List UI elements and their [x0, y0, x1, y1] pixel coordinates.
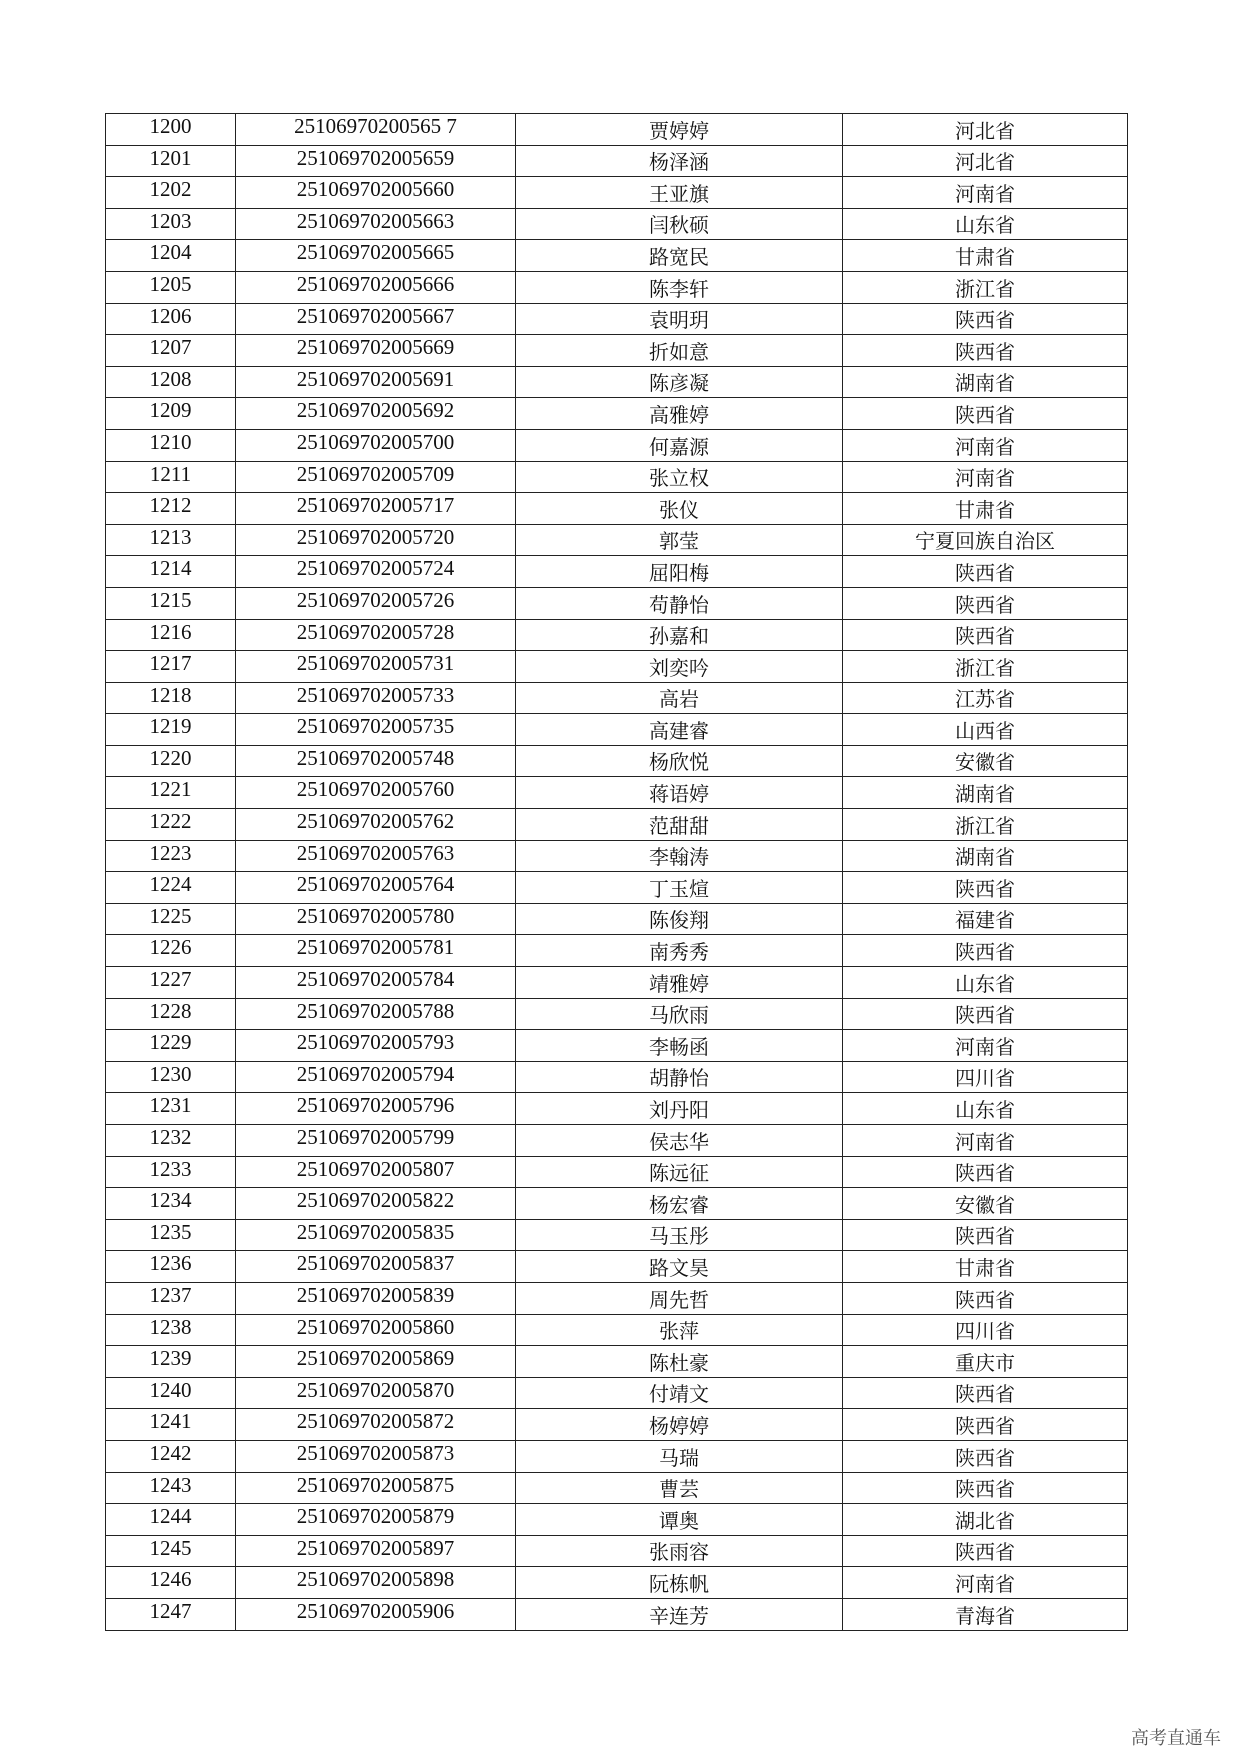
exam-number-cell: 251069702005794 — [236, 1061, 516, 1093]
row-index-cell: 1242 — [106, 1440, 236, 1472]
exam-number-cell: 251069702005906 — [236, 1598, 516, 1630]
student-name-cell: 李翰涛 — [516, 840, 843, 872]
province-cell: 陕西省 — [843, 1472, 1128, 1504]
student-name-cell: 付靖文 — [516, 1377, 843, 1409]
table-row — [106, 1567, 1128, 1599]
table-row — [106, 840, 1128, 872]
row-index-cell: 1241 — [106, 1409, 236, 1441]
table-row — [106, 1125, 1128, 1157]
table-row — [106, 271, 1128, 303]
exam-number-cell: 251069702005735 — [236, 714, 516, 746]
row-index-cell: 1210 — [106, 429, 236, 461]
exam-number-cell: 251069702005875 — [236, 1472, 516, 1504]
table-row — [106, 493, 1128, 525]
row-index-cell: 1230 — [106, 1061, 236, 1093]
row-index-cell: 1207 — [106, 335, 236, 367]
student-name-cell: 折如意 — [516, 335, 843, 367]
exam-number-cell: 251069702005763 — [236, 840, 516, 872]
row-index-cell: 1244 — [106, 1504, 236, 1536]
province-cell: 河南省 — [843, 429, 1128, 461]
exam-number-cell: 251069702005796 — [236, 1093, 516, 1125]
student-name-cell: 阮栋帆 — [516, 1567, 843, 1599]
exam-number-cell: 251069702005660 — [236, 177, 516, 209]
student-name-cell: 靖雅婷 — [516, 967, 843, 999]
row-index-cell: 1232 — [106, 1125, 236, 1157]
student-name-cell: 高雅婷 — [516, 398, 843, 430]
province-cell: 福建省 — [843, 903, 1128, 935]
table-row — [106, 1030, 1128, 1062]
province-cell: 河南省 — [843, 1030, 1128, 1062]
student-name-cell: 辛连芳 — [516, 1598, 843, 1630]
table-row — [106, 1314, 1128, 1346]
exam-number-cell: 251069702005731 — [236, 651, 516, 683]
row-index-cell: 1206 — [106, 303, 236, 335]
province-cell: 陕西省 — [843, 398, 1128, 430]
table-row — [106, 587, 1128, 619]
exam-number-cell: 251069702005728 — [236, 619, 516, 651]
table-row — [106, 1156, 1128, 1188]
exam-number-cell: 251069702005691 — [236, 366, 516, 398]
row-index-cell: 1214 — [106, 556, 236, 588]
row-index-cell: 1212 — [106, 493, 236, 525]
student-name-cell: 马玉彤 — [516, 1219, 843, 1251]
row-index-cell: 1227 — [106, 967, 236, 999]
student-name-cell: 马瑞 — [516, 1440, 843, 1472]
province-cell: 陕西省 — [843, 1377, 1128, 1409]
table-row — [106, 208, 1128, 240]
row-index-cell: 1204 — [106, 240, 236, 272]
student-name-cell: 张萍 — [516, 1314, 843, 1346]
province-cell: 甘肃省 — [843, 1251, 1128, 1283]
province-cell: 浙江省 — [843, 809, 1128, 841]
table-row — [106, 1440, 1128, 1472]
table-row — [106, 714, 1128, 746]
student-name-cell: 谭奥 — [516, 1504, 843, 1536]
table-row — [106, 461, 1128, 493]
student-name-cell: 高岩 — [516, 682, 843, 714]
student-name-cell: 胡静怡 — [516, 1061, 843, 1093]
province-cell: 陕西省 — [843, 335, 1128, 367]
student-name-cell: 袁明玥 — [516, 303, 843, 335]
exam-number-cell: 251069702005692 — [236, 398, 516, 430]
student-name-cell: 范甜甜 — [516, 809, 843, 841]
row-index-cell: 1200 — [106, 114, 236, 146]
exam-number-cell: 251069702005822 — [236, 1188, 516, 1220]
student-name-cell: 陈俊翔 — [516, 903, 843, 935]
province-cell: 河南省 — [843, 461, 1128, 493]
province-cell: 山东省 — [843, 967, 1128, 999]
student-name-cell: 陈彦凝 — [516, 366, 843, 398]
province-cell: 山东省 — [843, 1093, 1128, 1125]
exam-number-cell: 251069702005720 — [236, 524, 516, 556]
row-index-cell: 1226 — [106, 935, 236, 967]
exam-number-cell: 251069702005667 — [236, 303, 516, 335]
exam-number-cell: 251069702005717 — [236, 493, 516, 525]
table-row — [106, 935, 1128, 967]
table-row — [106, 1219, 1128, 1251]
province-cell: 陕西省 — [843, 556, 1128, 588]
province-cell: 青海省 — [843, 1598, 1128, 1630]
province-cell: 甘肃省 — [843, 240, 1128, 272]
student-name-cell: 杨泽涵 — [516, 145, 843, 177]
student-name-cell: 侯志华 — [516, 1125, 843, 1157]
row-index-cell: 1213 — [106, 524, 236, 556]
province-cell: 安徽省 — [843, 745, 1128, 777]
exam-number-cell: 251069702005748 — [236, 745, 516, 777]
student-name-cell: 郭莹 — [516, 524, 843, 556]
province-cell: 陕西省 — [843, 1282, 1128, 1314]
province-cell: 江苏省 — [843, 682, 1128, 714]
watermark-text: 高考直通车 — [1131, 1728, 1221, 1749]
table-row — [106, 651, 1128, 683]
province-cell: 陕西省 — [843, 872, 1128, 904]
province-cell: 陕西省 — [843, 998, 1128, 1030]
exam-number-cell: 251069702005726 — [236, 587, 516, 619]
exam-number-cell: 251069702005879 — [236, 1504, 516, 1536]
table-row — [106, 998, 1128, 1030]
exam-number-cell: 251069702005665 — [236, 240, 516, 272]
row-index-cell: 1218 — [106, 682, 236, 714]
student-name-cell: 蒋语婷 — [516, 777, 843, 809]
row-index-cell: 1246 — [106, 1567, 236, 1599]
row-index-cell: 1221 — [106, 777, 236, 809]
exam-number-cell: 251069702005873 — [236, 1440, 516, 1472]
table-row — [106, 556, 1128, 588]
student-name-cell: 马欣雨 — [516, 998, 843, 1030]
row-index-cell: 1211 — [106, 461, 236, 493]
exam-number-cell: 251069702005869 — [236, 1346, 516, 1378]
student-name-cell: 曹芸 — [516, 1472, 843, 1504]
province-cell: 湖北省 — [843, 1504, 1128, 1536]
student-name-cell: 何嘉源 — [516, 429, 843, 461]
row-index-cell: 1237 — [106, 1282, 236, 1314]
row-index-cell: 1201 — [106, 145, 236, 177]
row-index-cell: 1233 — [106, 1156, 236, 1188]
exam-number-cell: 251069702005669 — [236, 335, 516, 367]
province-cell: 陕西省 — [843, 303, 1128, 335]
exam-number-cell: 251069702005898 — [236, 1567, 516, 1599]
student-name-cell: 苟静怡 — [516, 587, 843, 619]
exam-number-cell: 251069702005700 — [236, 429, 516, 461]
table-row — [106, 145, 1128, 177]
province-cell: 河北省 — [843, 114, 1128, 146]
exam-number-cell: 251069702005897 — [236, 1535, 516, 1567]
table-row — [106, 1409, 1128, 1441]
province-cell: 四川省 — [843, 1314, 1128, 1346]
exam-number-cell: 25106970200565 7 — [236, 114, 516, 146]
table-row — [106, 1535, 1128, 1567]
row-index-cell: 1238 — [106, 1314, 236, 1346]
exam-number-cell: 251069702005663 — [236, 208, 516, 240]
exam-number-cell: 251069702005839 — [236, 1282, 516, 1314]
student-name-cell: 高建睿 — [516, 714, 843, 746]
student-name-cell: 杨宏睿 — [516, 1188, 843, 1220]
table-row — [106, 682, 1128, 714]
table-row — [106, 777, 1128, 809]
row-index-cell: 1202 — [106, 177, 236, 209]
student-name-cell: 路宽民 — [516, 240, 843, 272]
table-row — [106, 1377, 1128, 1409]
student-name-cell: 陈远征 — [516, 1156, 843, 1188]
table-row — [106, 1061, 1128, 1093]
exam-number-cell: 251069702005733 — [236, 682, 516, 714]
exam-number-cell: 251069702005709 — [236, 461, 516, 493]
row-index-cell: 1239 — [106, 1346, 236, 1378]
exam-number-cell: 251069702005764 — [236, 872, 516, 904]
table-row — [106, 240, 1128, 272]
province-cell: 甘肃省 — [843, 493, 1128, 525]
province-cell: 浙江省 — [843, 271, 1128, 303]
exam-number-cell: 251069702005724 — [236, 556, 516, 588]
table-row — [106, 524, 1128, 556]
table-row — [106, 967, 1128, 999]
province-cell: 浙江省 — [843, 651, 1128, 683]
province-cell: 陕西省 — [843, 1535, 1128, 1567]
exam-number-cell: 251069702005807 — [236, 1156, 516, 1188]
exam-number-cell: 251069702005659 — [236, 145, 516, 177]
table-row — [106, 398, 1128, 430]
province-cell: 宁夏回族自治区 — [843, 524, 1128, 556]
province-cell: 河南省 — [843, 177, 1128, 209]
table-row — [106, 745, 1128, 777]
province-cell: 重庆市 — [843, 1346, 1128, 1378]
exam-number-cell: 251069702005872 — [236, 1409, 516, 1441]
province-cell: 陕西省 — [843, 619, 1128, 651]
province-cell: 河南省 — [843, 1125, 1128, 1157]
province-cell: 湖南省 — [843, 840, 1128, 872]
province-cell: 湖南省 — [843, 777, 1128, 809]
exam-number-cell: 251069702005799 — [236, 1125, 516, 1157]
table-row — [106, 114, 1128, 146]
table-row — [106, 1188, 1128, 1220]
exam-number-cell: 251069702005780 — [236, 903, 516, 935]
student-name-cell: 闫秋硕 — [516, 208, 843, 240]
table-row — [106, 903, 1128, 935]
student-name-cell: 王亚旗 — [516, 177, 843, 209]
row-index-cell: 1222 — [106, 809, 236, 841]
student-name-cell: 孙嘉和 — [516, 619, 843, 651]
student-name-cell: 李畅函 — [516, 1030, 843, 1062]
table-row — [106, 366, 1128, 398]
row-index-cell: 1209 — [106, 398, 236, 430]
exam-number-cell: 251069702005870 — [236, 1377, 516, 1409]
exam-number-cell: 251069702005781 — [236, 935, 516, 967]
student-name-cell: 张立权 — [516, 461, 843, 493]
row-index-cell: 1205 — [106, 271, 236, 303]
row-index-cell: 1208 — [106, 366, 236, 398]
province-cell: 陕西省 — [843, 935, 1128, 967]
row-index-cell: 1229 — [106, 1030, 236, 1062]
row-index-cell: 1247 — [106, 1598, 236, 1630]
table-row — [106, 1282, 1128, 1314]
exam-number-cell: 251069702005793 — [236, 1030, 516, 1062]
student-name-cell: 丁玉煊 — [516, 872, 843, 904]
table-row — [106, 1346, 1128, 1378]
row-index-cell: 1216 — [106, 619, 236, 651]
student-name-cell: 陈李轩 — [516, 271, 843, 303]
row-index-cell: 1231 — [106, 1093, 236, 1125]
student-name-cell: 屈阳梅 — [516, 556, 843, 588]
student-name-cell: 刘丹阳 — [516, 1093, 843, 1125]
table-row — [106, 335, 1128, 367]
row-index-cell: 1223 — [106, 840, 236, 872]
student-name-cell: 路文昊 — [516, 1251, 843, 1283]
exam-number-cell: 251069702005860 — [236, 1314, 516, 1346]
row-index-cell: 1228 — [106, 998, 236, 1030]
table-row — [106, 1093, 1128, 1125]
exam-number-cell: 251069702005835 — [236, 1219, 516, 1251]
student-name-cell: 贾婷婷 — [516, 114, 843, 146]
province-cell: 湖南省 — [843, 366, 1128, 398]
student-name-cell: 杨婷婷 — [516, 1409, 843, 1441]
province-cell: 河南省 — [843, 1567, 1128, 1599]
table-row — [106, 619, 1128, 651]
student-name-cell: 南秀秀 — [516, 935, 843, 967]
province-cell: 山东省 — [843, 208, 1128, 240]
province-cell: 陕西省 — [843, 1440, 1128, 1472]
row-index-cell: 1203 — [106, 208, 236, 240]
row-index-cell: 1224 — [106, 872, 236, 904]
roster-table-body — [106, 114, 1128, 1631]
exam-number-cell: 251069702005666 — [236, 271, 516, 303]
row-index-cell: 1234 — [106, 1188, 236, 1220]
exam-number-cell: 251069702005762 — [236, 809, 516, 841]
row-index-cell: 1220 — [106, 745, 236, 777]
province-cell: 山西省 — [843, 714, 1128, 746]
table-row — [106, 1251, 1128, 1283]
province-cell: 河北省 — [843, 145, 1128, 177]
row-index-cell: 1219 — [106, 714, 236, 746]
student-name-cell: 张雨容 — [516, 1535, 843, 1567]
student-name-cell: 周先哲 — [516, 1282, 843, 1314]
province-cell: 陕西省 — [843, 587, 1128, 619]
row-index-cell: 1243 — [106, 1472, 236, 1504]
student-name-cell: 张仪 — [516, 493, 843, 525]
exam-number-cell: 251069702005788 — [236, 998, 516, 1030]
row-index-cell: 1245 — [106, 1535, 236, 1567]
student-name-cell: 杨欣悦 — [516, 745, 843, 777]
row-index-cell: 1225 — [106, 903, 236, 935]
row-index-cell: 1235 — [106, 1219, 236, 1251]
student-name-cell: 陈杜豪 — [516, 1346, 843, 1378]
table-row — [106, 872, 1128, 904]
row-index-cell: 1215 — [106, 587, 236, 619]
province-cell: 四川省 — [843, 1061, 1128, 1093]
student-name-cell: 刘奕吟 — [516, 651, 843, 683]
province-cell: 陕西省 — [843, 1219, 1128, 1251]
table-row — [106, 1472, 1128, 1504]
exam-number-cell: 251069702005784 — [236, 967, 516, 999]
table-row — [106, 429, 1128, 461]
province-cell: 陕西省 — [843, 1409, 1128, 1441]
roster-table — [105, 113, 1128, 1631]
table-row — [106, 303, 1128, 335]
table-row — [106, 1504, 1128, 1536]
exam-number-cell: 251069702005837 — [236, 1251, 516, 1283]
row-index-cell: 1236 — [106, 1251, 236, 1283]
table-row — [106, 1598, 1128, 1630]
province-cell: 陕西省 — [843, 1156, 1128, 1188]
province-cell: 安徽省 — [843, 1188, 1128, 1220]
exam-number-cell: 251069702005760 — [236, 777, 516, 809]
row-index-cell: 1240 — [106, 1377, 236, 1409]
table-row — [106, 177, 1128, 209]
row-index-cell: 1217 — [106, 651, 236, 683]
table-row — [106, 809, 1128, 841]
